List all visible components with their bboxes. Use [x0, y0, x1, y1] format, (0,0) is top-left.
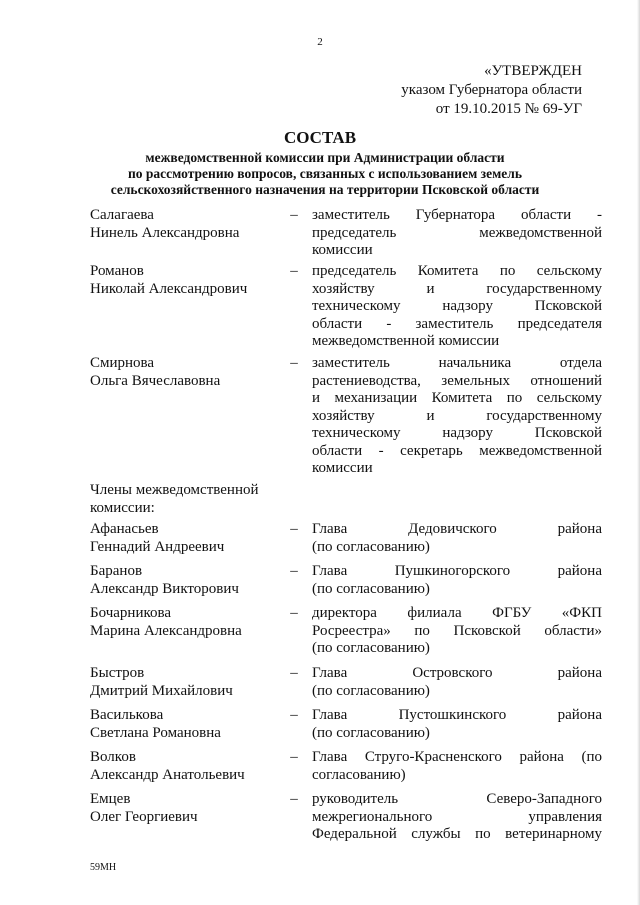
- role-line: руководитель Северо-Западного: [312, 791, 602, 807]
- person-name: [90, 665, 285, 700]
- dash-separator: –: [290, 563, 298, 579]
- person-name: [90, 355, 285, 390]
- role-line: заместитель Губернатора области -: [312, 207, 602, 223]
- person-given-name: Дмитрий Михайлович: [90, 682, 233, 699]
- person-role: [312, 207, 602, 260]
- person-name: [90, 207, 285, 242]
- subtitle-line: сельскохозяйственного назначения на территории Псковской области: [110, 182, 540, 197]
- role-line: (по согласованию): [312, 640, 430, 656]
- approval-stamp: [401, 62, 582, 119]
- subtitle-line: межведомственной комиссии при Администрации области: [145, 150, 505, 165]
- role-line: председатель Комитета по сельскому: [312, 263, 602, 279]
- role-line: техническому надзору Псковской: [312, 298, 602, 314]
- person-role: [312, 749, 602, 784]
- role-line: (по согласованию): [312, 724, 430, 741]
- members-label-line: Члены межведомственной: [90, 482, 259, 498]
- person-surname: Афанасьев: [90, 521, 159, 537]
- person-surname: Василькова: [90, 707, 164, 723]
- document-code: 59МН: [90, 862, 117, 873]
- person-surname: Баранов: [90, 563, 143, 579]
- person-given-name: Марина Александровна: [90, 622, 242, 639]
- role-line: растениеводства, земельных отношений: [312, 372, 602, 389]
- person-given-name: Светлана Романовна: [90, 724, 221, 741]
- person-surname: Романов: [90, 263, 144, 279]
- person-surname: Емцев: [90, 791, 131, 807]
- person-given-name: Александр Викторович: [90, 580, 239, 597]
- person-surname: Быстров: [90, 665, 145, 681]
- role-line: межведомственной комиссии: [312, 333, 500, 349]
- role-line: Глава Островского района: [312, 665, 602, 681]
- dash-separator: –: [290, 707, 298, 723]
- role-line: согласованию): [312, 766, 406, 783]
- approval-line: от 19.10.2015 № 69-УГ: [435, 101, 582, 117]
- person-name: [90, 605, 285, 640]
- person-surname: Смирнова: [90, 355, 155, 371]
- approval-line: «УТВЕРЖДЕН: [484, 63, 582, 79]
- person-given-name: Нинель Александровна: [90, 224, 240, 241]
- person-role: [312, 563, 602, 598]
- role-line: Росреестра» по Псковской области»: [312, 622, 602, 639]
- role-line: Глава Пустошкинского района: [312, 707, 602, 723]
- dash-separator: –: [290, 207, 298, 223]
- role-line: заместитель начальника отдела: [312, 355, 602, 371]
- dash-separator: –: [290, 605, 298, 621]
- person-given-name: Ольга Вячеславовна: [90, 372, 221, 389]
- person-role: [312, 605, 602, 658]
- approval-line: указом Губернатора области: [401, 82, 582, 98]
- role-line: (по согласованию): [312, 538, 430, 555]
- page-number: 2: [317, 36, 323, 48]
- role-line: и механизации Комитета по сельскому: [312, 390, 602, 406]
- person-surname: Волков: [90, 749, 136, 765]
- role-line: (по согласованию): [312, 580, 430, 597]
- person-name: [90, 263, 285, 298]
- person-name: [90, 521, 285, 556]
- dash-separator: –: [290, 665, 298, 681]
- role-line: техническому надзору Псковской: [312, 425, 602, 441]
- dash-separator: –: [290, 355, 298, 371]
- role-line: (по согласованию): [312, 682, 430, 699]
- person-role: [312, 665, 602, 700]
- person-given-name: Николай Александрович: [90, 280, 248, 297]
- role-line: области - секретарь межведомственной: [312, 442, 602, 459]
- dash-separator: –: [290, 263, 298, 279]
- person-name: [90, 749, 285, 784]
- role-line: председатель межведомственной: [312, 224, 602, 241]
- person-given-name: Геннадий Андреевич: [90, 538, 225, 555]
- person-role: [312, 791, 602, 844]
- role-line: директора филиала ФГБУ «ФКП: [312, 605, 602, 621]
- subtitle-line: по рассмотрению вопросов, связанных с использованием земель: [128, 166, 522, 181]
- role-line: межрегионального управления: [312, 808, 602, 825]
- person-role: [312, 263, 602, 351]
- person-role: [312, 355, 602, 478]
- role-line: Глава Пушкиногорского района: [312, 563, 602, 579]
- role-line: Федеральной службы по ветеринарному: [312, 826, 602, 842]
- dash-separator: –: [290, 791, 298, 807]
- role-line: комиссии: [312, 460, 373, 476]
- document-subtitle: [60, 150, 590, 198]
- person-surname: Бочарникова: [90, 605, 172, 621]
- role-line: области - заместитель председателя: [312, 315, 602, 332]
- role-line: комиссии: [312, 242, 373, 258]
- members-label-line: комиссии:: [90, 499, 155, 516]
- person-given-name: Александр Анатольевич: [90, 766, 245, 783]
- role-line: хозяйству и государственному: [312, 407, 602, 424]
- role-line: Глава Дедовичского района: [312, 521, 602, 537]
- person-role: [312, 521, 602, 556]
- person-role: [312, 707, 602, 742]
- person-surname: Салагаева: [90, 207, 154, 223]
- role-line: Глава Струго-Красненского района (по: [312, 749, 602, 765]
- person-name: [90, 791, 285, 826]
- role-line: хозяйству и государственному: [312, 280, 602, 297]
- dash-separator: –: [290, 749, 298, 765]
- members-section-label: [90, 482, 259, 517]
- dash-separator: –: [290, 521, 298, 537]
- person-given-name: Олег Георгиевич: [90, 808, 198, 825]
- person-name: [90, 707, 285, 742]
- person-name: [90, 563, 285, 598]
- document-title: СОСТАВ: [283, 128, 357, 147]
